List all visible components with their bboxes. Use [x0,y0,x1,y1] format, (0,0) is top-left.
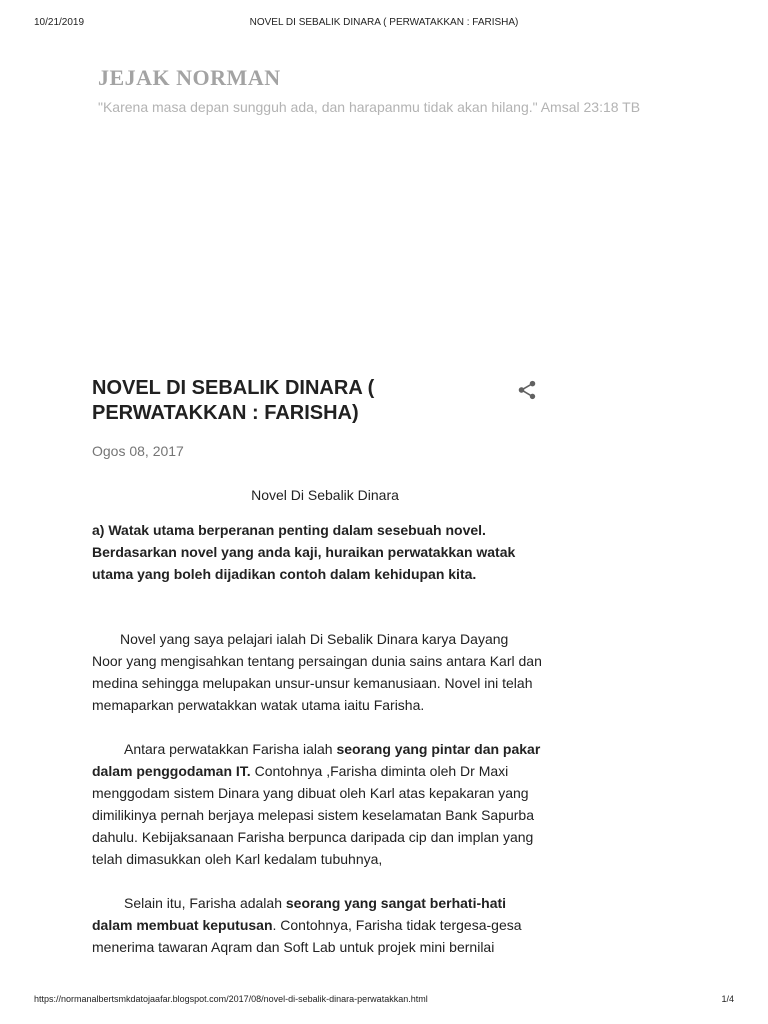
paragraph-2-rest: Contohnya ,Farisha diminta oleh Dr Maxi menggodam sistem Dinara yang dibuat oleh Karl atas kepakaran yang dimilikinya pernah berjaya melepasi sistem keselamatan Bank Sapurba dahulu. Kebijaksanaan Farisha berpunca daripada cip dan implan yang telah dimasukkan oleh Karl kedalam tubuhnya, [92,763,535,867]
post-title: NOVEL DI SEBALIK DINARA ( PERWATAKKAN : FARISHA) [92,377,375,424]
page-url: https://normanalbertsmkdatojaafar.blogspot.com/2017/08/novel-di-sebalik-dinara-perwatakkan.html [34,994,428,1004]
paragraph-3 [92,892,542,958]
post-date: Ogos 08, 2017 [92,443,184,459]
print-header [0,17,768,31]
paragraph-2-lead: Antara perwatakkan Farisha ialah [124,741,337,757]
blog-header [98,64,658,115]
paragraph-1 [92,628,542,716]
print-document-title: NOVEL DI SEBALIK DINARA ( PERWATAKKAN : FARISHA) [249,17,519,28]
print-footer [0,994,768,1008]
question-text: a) Watak utama berperanan penting dalam sesebuah novel. Berdasarkan novel yang anda kaji, huraikan perwatakkan watak utama yang boleh dijadikan contoh dalam kehidupan kita. [92,522,516,582]
paragraph-3-lead: Selain itu, Farisha adalah [124,895,286,911]
post-subtitle: Novel Di Sebalik Dinara [251,487,399,503]
paragraph-1-text: Novel yang saya pelajari ialah Di Sebalik Dinara karya Dayang Noor yang mengisahkan tentang persaingan dunia sains antara Karl dan medina sehingga melupakan unsur-unsur kemanusiaan. Novel ini telah memaparkan perwatakkan watak utama iaitu Farisha. [92,631,542,713]
paragraph-2-bold: seorang yang pintar dan pakar dalam penggodaman IT. [92,741,541,779]
blog-name-link[interactable]: JEJAK NORMAN [98,65,281,90]
paragraph-2 [92,738,542,870]
paragraph-3-rest: . Contohnya, Farisha tidak tergesa-gesa menerima tawaran Aqram dan Soft Lab untuk projek mini bernilai [92,917,522,955]
page-number: 1/4 [721,994,734,1004]
blog-tagline: "Karena masa depan sungguh ada, dan harapanmu tidak akan hilang." Amsal 23:18 TB [98,99,641,115]
print-date: 10/21/2019 [34,17,85,28]
blog-post [92,376,542,955]
share-icon[interactable] [516,379,538,401]
paragraph-3-bold: seorang yang sangat berhati-hati dalam membuat keputusan [92,895,507,933]
post-body [92,484,542,958]
